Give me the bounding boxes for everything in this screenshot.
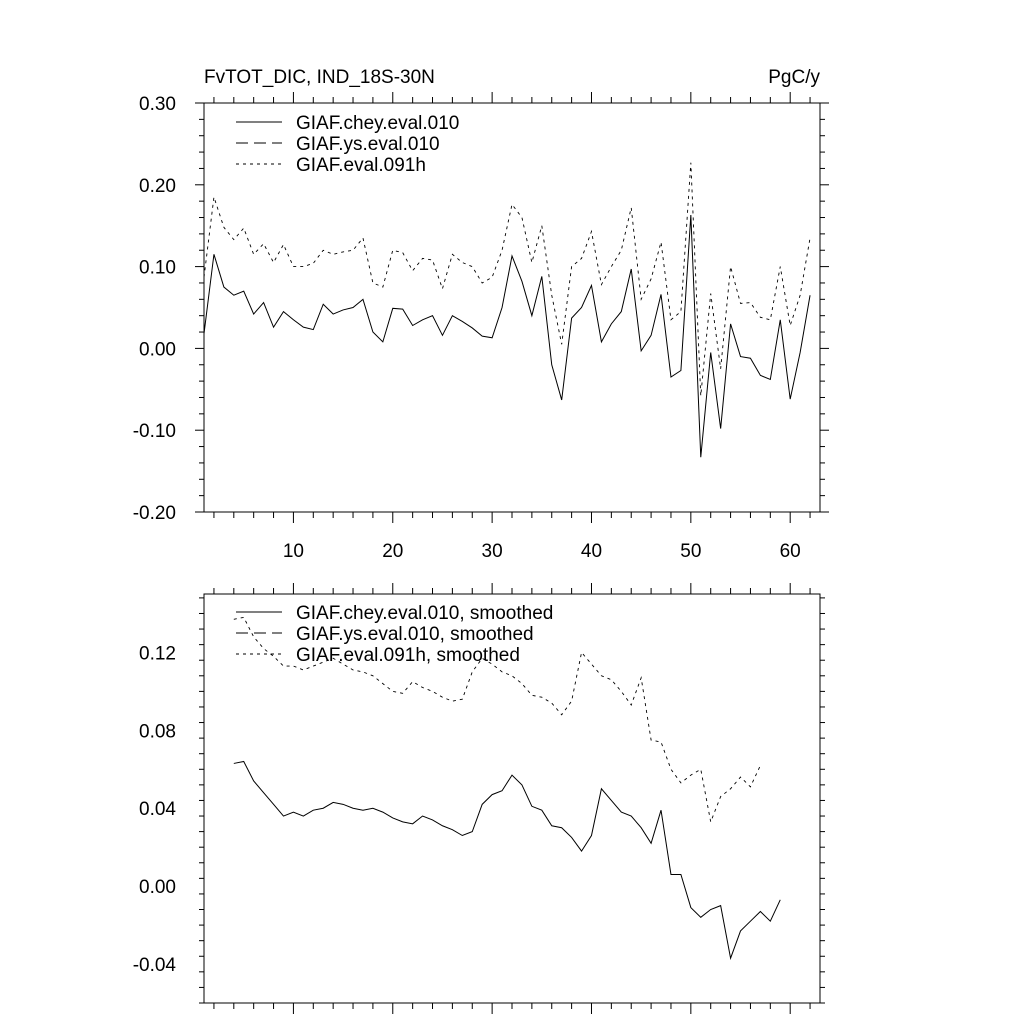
y-tick-label: 0.00 <box>139 339 176 361</box>
x-tick-label: 40 <box>580 541 603 562</box>
bottom-panel <box>133 583 825 1014</box>
chart-title: FvTOT_DIC, IND_18S-30N <box>204 67 435 88</box>
x-tick-label: 60 <box>779 541 801 562</box>
x-tick-label: 10 <box>282 541 304 562</box>
legend-label: GIAF.ys.eval.010, smoothed <box>296 624 534 645</box>
x-tick-label: 20 <box>382 541 404 562</box>
y-tick-label: 0.08 <box>139 721 176 743</box>
x-tick-label: 50 <box>680 541 702 562</box>
chart-units: PgC/y <box>768 67 820 88</box>
legend-label: GIAF.eval.091h <box>296 155 426 176</box>
y-tick-label: -0.20 <box>132 503 176 524</box>
y-tick-label: 0.00 <box>139 877 176 899</box>
top-panel <box>133 92 829 562</box>
legend-label: GIAF.chey.eval.010 <box>296 113 460 134</box>
legend-label: GIAF.ys.eval.010 <box>296 134 440 155</box>
legend-label: GIAF.eval.091h, smoothed <box>296 645 520 666</box>
y-tick-label: 0.10 <box>139 257 176 279</box>
series-line-0 <box>204 215 810 457</box>
y-tick-label: 0.20 <box>139 175 176 197</box>
x-tick-label: 30 <box>481 541 503 562</box>
y-tick-label: 0.12 <box>139 643 176 665</box>
legend-label: GIAF.chey.eval.010, smoothed <box>296 603 554 624</box>
y-tick-label: 0.30 <box>139 94 176 115</box>
series-line-0 <box>234 762 780 959</box>
y-tick-label: -0.04 <box>132 955 176 977</box>
y-tick-label: -0.10 <box>132 421 176 443</box>
y-tick-label: 0.04 <box>139 799 176 821</box>
